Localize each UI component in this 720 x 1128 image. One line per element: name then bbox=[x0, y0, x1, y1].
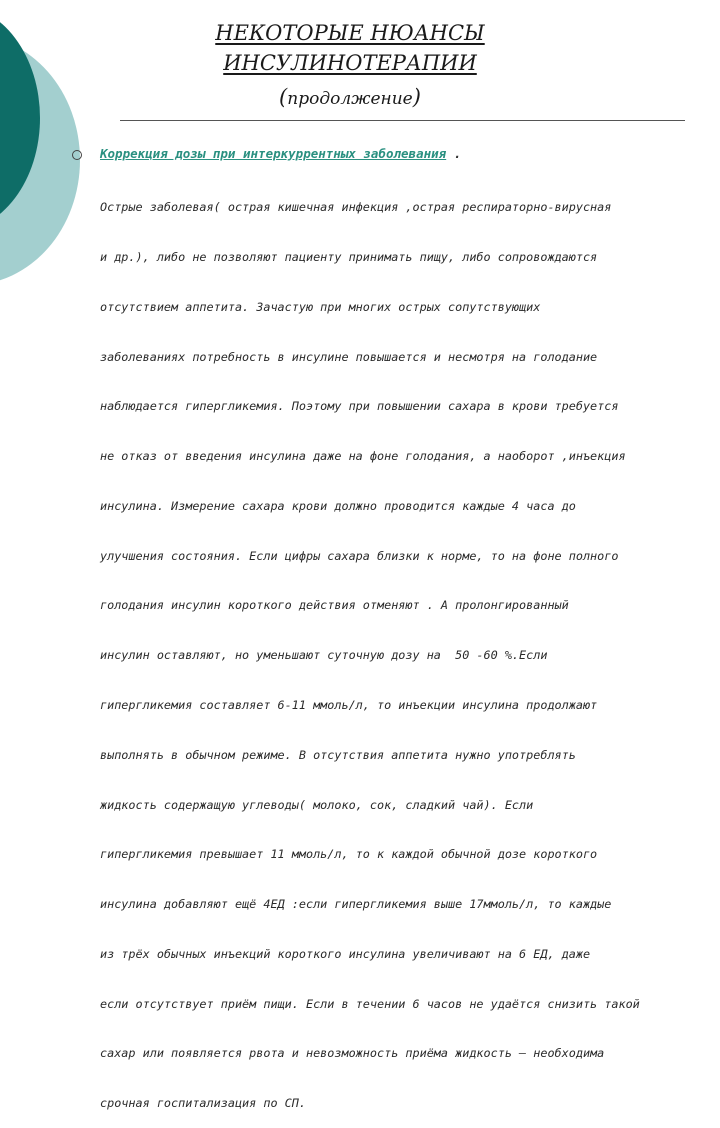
body-line: инсулин оставляют, но уменьшают суточную дозу на 50 -60 %.Если bbox=[100, 648, 548, 663]
body-line: Острые заболевая( острая кишечная инфекция ,острая респираторно-вирусная bbox=[100, 200, 612, 215]
subtitle-paren-open: ( bbox=[279, 85, 288, 109]
body-line: наблюдается гипергликемия. Поэтому при повышении сахара в крови требуется bbox=[100, 399, 619, 414]
title-line-2: ИНСУЛИНОТЕРАПИИ bbox=[223, 51, 477, 75]
body-line: сахар или появляется рвота и невозможность приёма жидкость – необходима bbox=[100, 1046, 605, 1061]
section-heading bbox=[100, 145, 690, 163]
body-line: гипергликемия превышает 11 ммоль/л, то к каждой обычной дозе короткого bbox=[100, 847, 598, 862]
body-line: и др.), либо не позволяют пациенту принимать пищу, либо сопровождаются bbox=[100, 249, 598, 264]
subtitle bbox=[160, 84, 540, 112]
body-line: выполнять в обычном режиме. В отсутствия аппетита нужно употреблять bbox=[100, 747, 576, 762]
subtitle-paren-close: ) bbox=[412, 85, 421, 109]
section-heading-text: Коррекция дозы при интеркуррентных заболевания bbox=[100, 146, 447, 161]
body-line: улучшения состояния. Если цифры сахара близки к норме, то на фоне полного bbox=[100, 548, 619, 563]
body-line: из трёх обычных инъекций короткого инсулина увеличивают на 6 ЕД, даже bbox=[100, 946, 591, 961]
subtitle-text: продолжение bbox=[287, 89, 413, 109]
body-line: жидкость содержащую углеводы( молоко, сок, сладкий чай). Если bbox=[100, 797, 534, 812]
body-line: инсулина добавляют ещё 4ЕД :если гипергликемия выше 17ммоль/л, то каждые bbox=[100, 897, 612, 912]
body-line: отсутствием аппетита. Зачастую при многих острых сопутствующих bbox=[100, 299, 541, 314]
body-line: если отсутствует приём пищи. Если в течении 6 часов не удаётся снизить такой bbox=[100, 996, 640, 1011]
body-line: срочная госпитализация по СП. bbox=[100, 1096, 306, 1111]
body-line: заболеваниях потребность в инсулине повышается и несмотря на голодание bbox=[100, 349, 598, 364]
section-heading-dot: . bbox=[446, 146, 462, 161]
body-paragraph bbox=[100, 166, 700, 1128]
slide-title bbox=[160, 18, 540, 112]
title-line-1: НЕКОТОРЫЕ НЮАНСЫ bbox=[215, 21, 485, 45]
divider-line bbox=[120, 120, 685, 121]
body-line: гипергликемия составляет 6-11 ммоль/л, то инъекции инсулина продолжают bbox=[100, 698, 598, 712]
body-line: инсулина. Измерение сахара крови должно проводится каждые 4 часа до bbox=[100, 498, 576, 513]
body-line: не отказ от введения инсулина даже на фоне голодания, а наоборот ,инъекция bbox=[100, 449, 626, 464]
circle-bullet-icon bbox=[72, 150, 82, 160]
body-line: голодания инсулин короткого действия отменяют . А пролонгированный bbox=[100, 598, 569, 613]
